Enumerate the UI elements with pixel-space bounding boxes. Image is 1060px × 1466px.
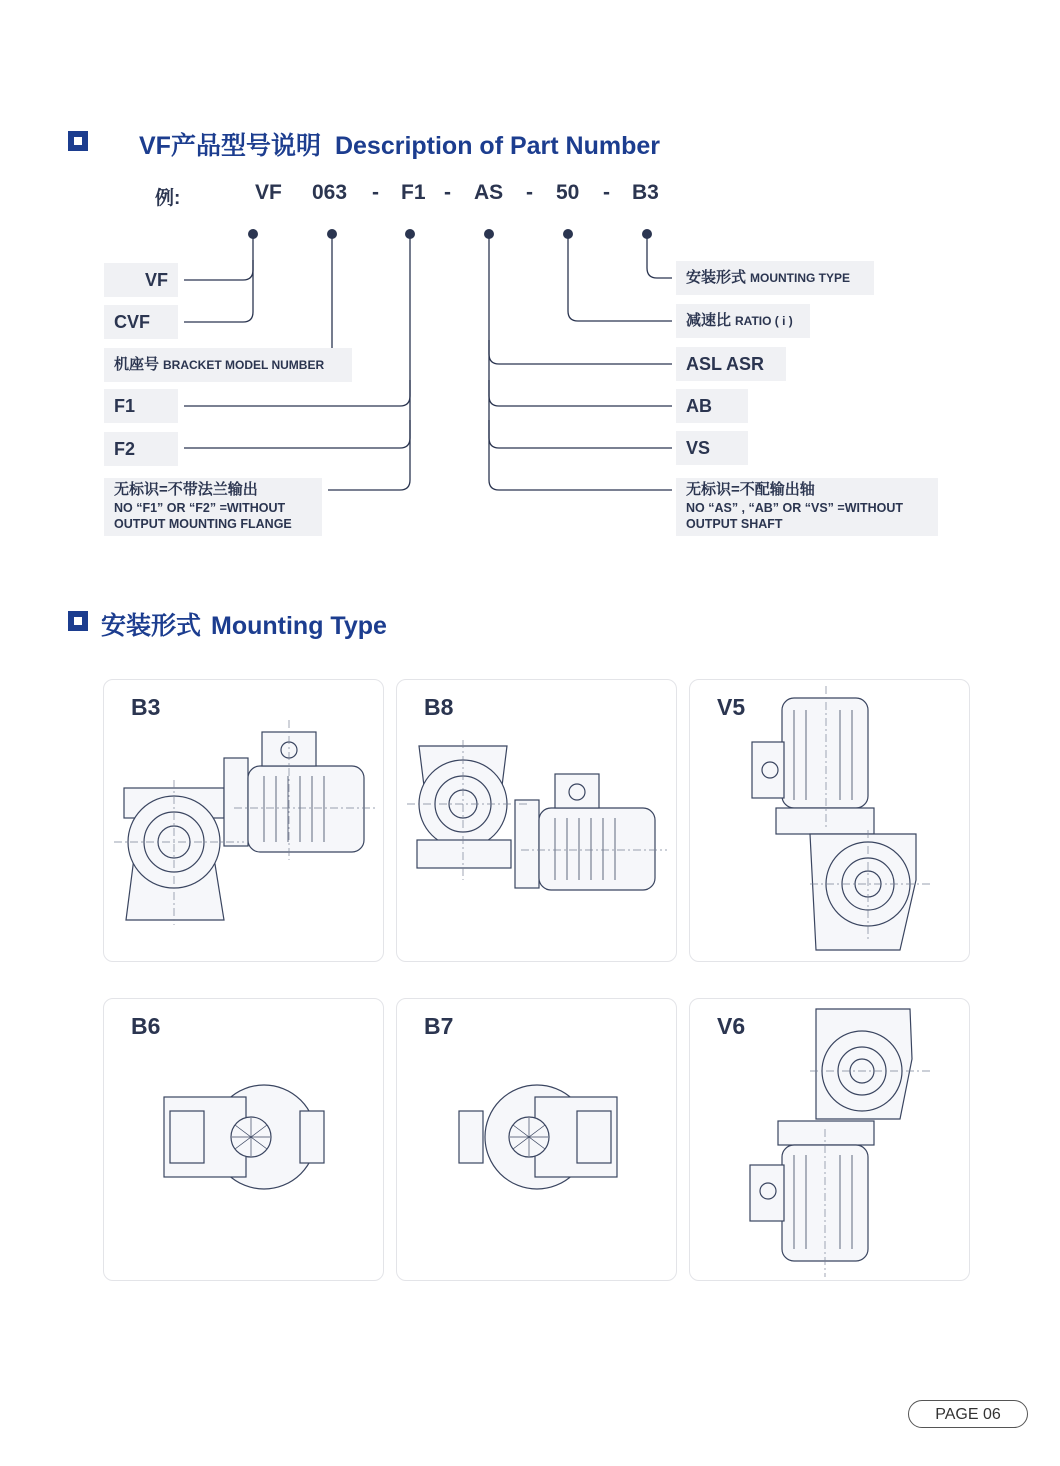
label-bracket: 机座号 BRACKET MODEL NUMBER <box>104 348 352 382</box>
label-f1: F1 <box>104 389 178 423</box>
label-no-flange: 无标识=不带法兰输出 NO “F1” OR “F2” =WITHOUT OUTPUT MOUNTING FLANGE <box>104 478 322 536</box>
code-ratio: 50 <box>556 181 580 204</box>
section2-title-cn: 安装形式 <box>101 612 202 640</box>
code-as: AS <box>474 181 504 204</box>
gearbox-b6-illustration-icon <box>104 999 384 1281</box>
code-063: 063 <box>312 181 348 204</box>
code-dash-4: - <box>603 181 610 204</box>
mounting-label-b7: B7 <box>424 1013 454 1039</box>
mounting-panel-b7 <box>396 998 677 1281</box>
gearbox-v6-illustration-icon <box>690 999 970 1281</box>
mounting-label-v6: V6 <box>717 1013 746 1039</box>
mounting-panel-b6 <box>103 998 384 1281</box>
gearbox-b3-illustration-icon <box>104 680 384 962</box>
label-ratio: 减速比 RATIO ( i ) <box>676 304 810 338</box>
mounting-panel-v6 <box>689 998 970 1281</box>
mounting-panel-b8 <box>396 679 677 962</box>
section2-title-en: Mounting Type <box>211 612 387 640</box>
code-dash-3: - <box>526 181 533 204</box>
mounting-label-v5: V5 <box>717 694 746 720</box>
label-vs: VS <box>676 431 748 465</box>
label-ab: AB <box>676 389 748 423</box>
label-mounting-type: 安装形式 MOUNTING TYPE <box>676 261 874 295</box>
label-no-shaft: 无标识=不配输出轴 NO “AS” , “AB” OR “VS” =WITHOUT OUTPUT SHAFT <box>676 478 938 536</box>
section-title-en: Description of Part Number <box>334 132 661 160</box>
gearbox-v5-illustration-icon <box>690 680 970 962</box>
section-title-cn: VF产品型号说明 <box>139 132 321 160</box>
label-cvf: CVF <box>104 305 178 339</box>
mounting-label-b6: B6 <box>131 1013 161 1039</box>
gearbox-b8-illustration-icon <box>397 680 677 962</box>
code-dash-1: - <box>372 181 379 204</box>
mounting-label-b8: B8 <box>424 694 454 720</box>
label-f2: F2 <box>104 432 178 466</box>
label-asl-asr: ASL ASR <box>676 347 786 381</box>
mounting-panel-v5 <box>689 679 970 962</box>
code-vf: VF <box>255 181 282 204</box>
gearbox-b7-illustration-icon <box>397 999 677 1281</box>
code-f1: F1 <box>401 181 426 204</box>
code-b3: B3 <box>632 181 659 204</box>
example-label: 例: <box>155 188 181 209</box>
section-title-mounting-type <box>101 606 387 642</box>
page-number-badge: PAGE 06 <box>908 1400 1028 1428</box>
label-vf: VF <box>104 263 178 297</box>
code-dash-2: - <box>444 181 451 204</box>
section-marker-icon <box>68 611 88 631</box>
mounting-panel-b3 <box>103 679 384 962</box>
mounting-label-b3: B3 <box>131 694 161 720</box>
